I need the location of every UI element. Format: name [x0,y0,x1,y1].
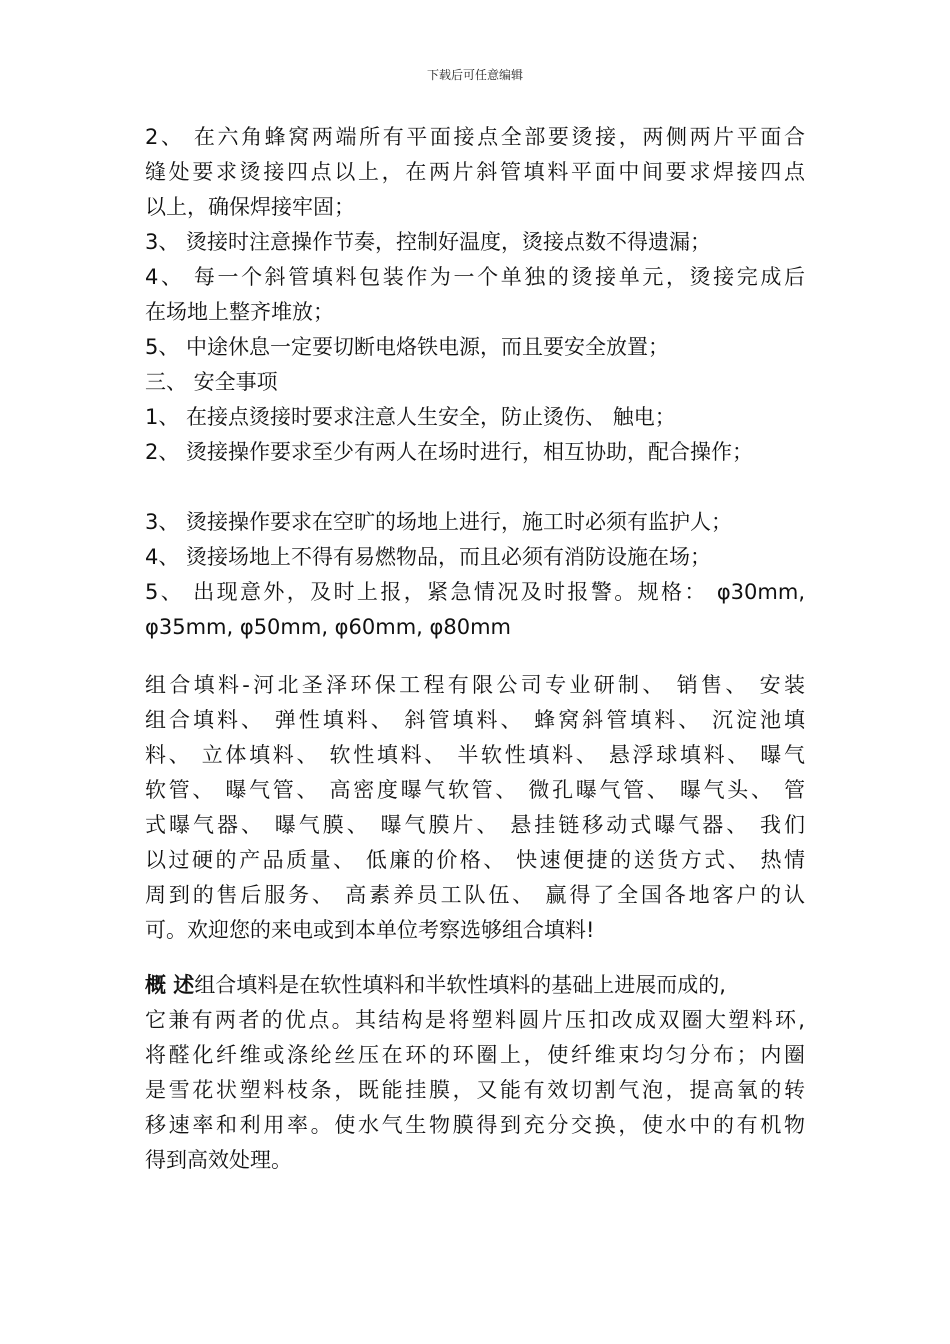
page-header: 下载后可任意编辑 [426,68,523,82]
text-line: 周到的售后服务、 高素养员工队伍、 赢得了全国各地客户的认 [145,883,805,907]
text-line: 可。欢迎您的来电或到本单位考察选够组合填料! [145,918,595,942]
text-line: 组合填料、 弹性填料、 斜管填料、 蜂窝斜管填料、 沉淀池填 [145,708,805,732]
text-line: 它兼有两者的优点。其结构是将塑料圆片压扣改成双圈大塑料环, [145,1008,805,1032]
text-line: 2、 在六角蜂窝两端所有平面接点全部要烫接，两侧两片平面合 [145,125,805,149]
text-line: 3、 烫接时注意操作节奏，控制好温度，烫接点数不得遗漏； [145,230,712,254]
text-line: 4、 每一个斜管填料包装作为一个单独的烫接单元，烫接完成后 [145,265,805,289]
text-line: 5、 中途休息一定要切断电烙铁电源，而且要安全放置； [145,335,670,359]
text-line: 以过硬的产品质量、 低廉的价格、 快速便捷的送货方式、 热情 [145,848,805,872]
text-line: 移速率和利用率。使水气生物膜得到充分交换，使水中的有机物 [145,1113,805,1137]
text-line: 组合填料-河北圣泽环保工程有限公司专业研制、 销售、 安装 [145,673,805,697]
text-line: 以上，确保焊接牢固； [145,195,355,219]
text-line: 缝处要求烫接四点以上，在两片斜管填料平面中间要求焊接四点 [145,160,805,184]
text-line: 2、 烫接操作要求至少有两人在场时进行，相互协助，配合操作； [145,440,754,464]
text-line: 式曝气器、 曝气膜、 曝气膜片、 悬挂链移动式曝气器、 我们 [145,813,805,837]
overview-first-line [145,970,726,1000]
text-line: 将醛化纤维或涤纶丝压在环的环圈上，使纤维束均匀分布；内圈 [145,1043,805,1067]
text-line: 4、 烫接场地上不得有易燃物品，而且必须有消防设施在场； [145,545,712,569]
text-line: 软管、 曝气管、 高密度曝气软管、 微孔曝气管、 曝气头、 管 [145,778,805,802]
text-line: 1、 在接点烫接时要求注意人生安全，防止烫伤、 触电； [145,405,676,429]
text-line: 是雪花状塑料枝条，既能挂膜，又能有效切割气泡，提高氧的转 [145,1078,805,1102]
overview-text: 组合填料是在软性填料和半软性填料的基础上进展而成的, [194,973,726,997]
text-line: 在场地上整齐堆放； [145,300,334,324]
text-line: 料、 立体填料、 软性填料、 半软性填料、 悬浮球填料、 曝气 [145,743,805,767]
text-line: 3、 烫接操作要求在空旷的场地上进行，施工时必须有监护人； [145,510,733,534]
text-line: 5、 出现意外，及时上报，紧急情况及时报警。规格： φ30mm, [145,580,805,604]
overview-label: 概 述 [145,973,195,997]
section-heading: 三、 安全事项 [145,370,278,394]
text-line: φ35mm, φ50mm, φ60mm, φ80mm [145,615,512,639]
text-line: 得到高效处理。 [145,1148,292,1172]
